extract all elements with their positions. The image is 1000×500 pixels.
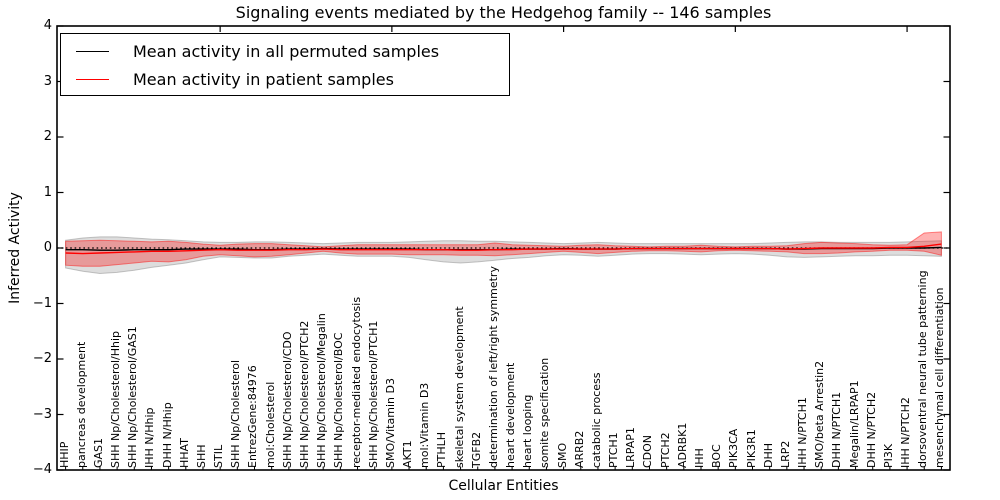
red-line-swatch bbox=[76, 79, 109, 80]
x-tick-label: AKT1 bbox=[401, 440, 415, 468]
x-tick-label: dorsoventral neural tube patterning bbox=[916, 270, 930, 468]
x-tick-label: catabolic process bbox=[589, 372, 603, 468]
x-tick-label: PI3K bbox=[881, 443, 895, 468]
x-tick-label: skeletal system development bbox=[452, 306, 466, 468]
x-tick-label: SHH Np/Cholesterol bbox=[229, 359, 243, 468]
x-tick-label: PTCH2 bbox=[658, 432, 672, 468]
x-tick-label: SMO bbox=[555, 442, 569, 468]
x-tick-label: STIL bbox=[212, 444, 226, 468]
x-tick-label: pancreas development bbox=[74, 341, 88, 468]
y-tick-label: 3 bbox=[43, 73, 52, 89]
x-tick-label: PTCH1 bbox=[607, 432, 621, 468]
x-tick-label: SHH Np/Cholesterol/BOC bbox=[332, 332, 346, 468]
x-tick-label: BOC bbox=[710, 444, 724, 468]
x-tick-label: heart looping bbox=[521, 394, 535, 468]
x-tick-label: LRPAP1 bbox=[624, 427, 638, 468]
x-tick-label: SMO/Vitamin D3 bbox=[383, 378, 397, 468]
x-tick-label: DHH N/PTCH2 bbox=[864, 391, 878, 468]
x-tick-label: HHAT bbox=[177, 438, 191, 468]
x-tick-label: SHH Np/Cholesterol/GAS1 bbox=[126, 326, 140, 468]
y-tick-label: −3 bbox=[32, 406, 52, 422]
x-tick-label: SHH bbox=[194, 444, 208, 468]
legend-label: Mean activity in patient samples bbox=[133, 69, 394, 89]
x-tick-label: DHH bbox=[761, 442, 775, 468]
x-tick-label: EntrezGene:84976 bbox=[246, 365, 260, 468]
x-tick-label: IHH N/PTCH1 bbox=[796, 397, 810, 468]
chart-title: Signaling events mediated by the Hedgehog family -- 146 samples bbox=[235, 3, 772, 22]
x-tick-label: DHH N/PTCH1 bbox=[830, 391, 844, 468]
x-tick-label: mol:Vitamin D3 bbox=[418, 382, 432, 468]
x-tick-label: IHH N/Hhip bbox=[143, 407, 157, 468]
x-tick-label: SMO/beta Arrestin2 bbox=[813, 360, 827, 468]
legend-label: Mean activity in all permuted samples bbox=[133, 41, 440, 61]
y-tick-label: −4 bbox=[32, 462, 52, 477]
y-tick-label: 2 bbox=[43, 129, 52, 144]
y-tick-label: 1 bbox=[43, 184, 52, 200]
x-tick-label: determination of left/right symmetry bbox=[486, 266, 500, 468]
x-tick-label: SHH Np/Cholesterol/CDO bbox=[280, 331, 294, 468]
x-tick-label: IHH bbox=[692, 448, 706, 468]
legend-entry-patient bbox=[61, 65, 509, 93]
y-tick-label: 0 bbox=[43, 240, 52, 255]
x-tick-label: DHH N/Hhip bbox=[160, 402, 174, 468]
x-tick-label: mol:Cholesterol bbox=[263, 381, 277, 468]
x-tick-label: ADRBK1 bbox=[675, 422, 689, 468]
y-tick-label: −1 bbox=[32, 295, 52, 311]
x-tick-label: ARRB2 bbox=[572, 430, 586, 468]
x-tick-label: SHH Np/Cholesterol/PTCH2 bbox=[298, 320, 311, 468]
x-tick-label: somite specification bbox=[538, 357, 552, 468]
x-tick-label: GAS1 bbox=[91, 437, 105, 468]
x-tick-label: HHIP bbox=[57, 441, 71, 468]
x-tick-label: Megalin/LRPAP1 bbox=[847, 380, 861, 468]
x-tick-label: LRP2 bbox=[778, 440, 792, 468]
x-tick-label: IHH N/PTCH2 bbox=[899, 397, 913, 468]
x-tick-label: receptor-mediated endocytosis bbox=[349, 296, 363, 468]
y-axis-label: Inferred Activity bbox=[7, 192, 23, 304]
black-line-swatch bbox=[76, 51, 109, 52]
x-tick-label: PIK3R1 bbox=[744, 429, 758, 468]
x-tick-label: TGFB2 bbox=[469, 431, 483, 468]
x-tick-label: SHH Np/Cholesterol/PTCH1 bbox=[366, 320, 380, 468]
y-tick-label: 4 bbox=[43, 18, 52, 33]
x-axis-label: Cellular Entities bbox=[448, 478, 559, 494]
legend-entry-permuted bbox=[61, 37, 509, 65]
x-tick-label: SHH Np/Cholesterol/Hhip bbox=[109, 330, 123, 468]
y-tick-label: −2 bbox=[32, 351, 52, 366]
legend bbox=[60, 33, 510, 96]
x-tick-label: mesenchymal cell differentiation bbox=[933, 287, 947, 468]
x-tick-label: heart development bbox=[504, 362, 518, 468]
x-tick-label: PIK3CA bbox=[727, 428, 741, 468]
x-tick-label: CDON bbox=[641, 434, 655, 468]
x-tick-label: SHH Np/Cholesterol/Megalin bbox=[315, 313, 329, 468]
x-tick-label: PTHLH bbox=[435, 431, 449, 468]
